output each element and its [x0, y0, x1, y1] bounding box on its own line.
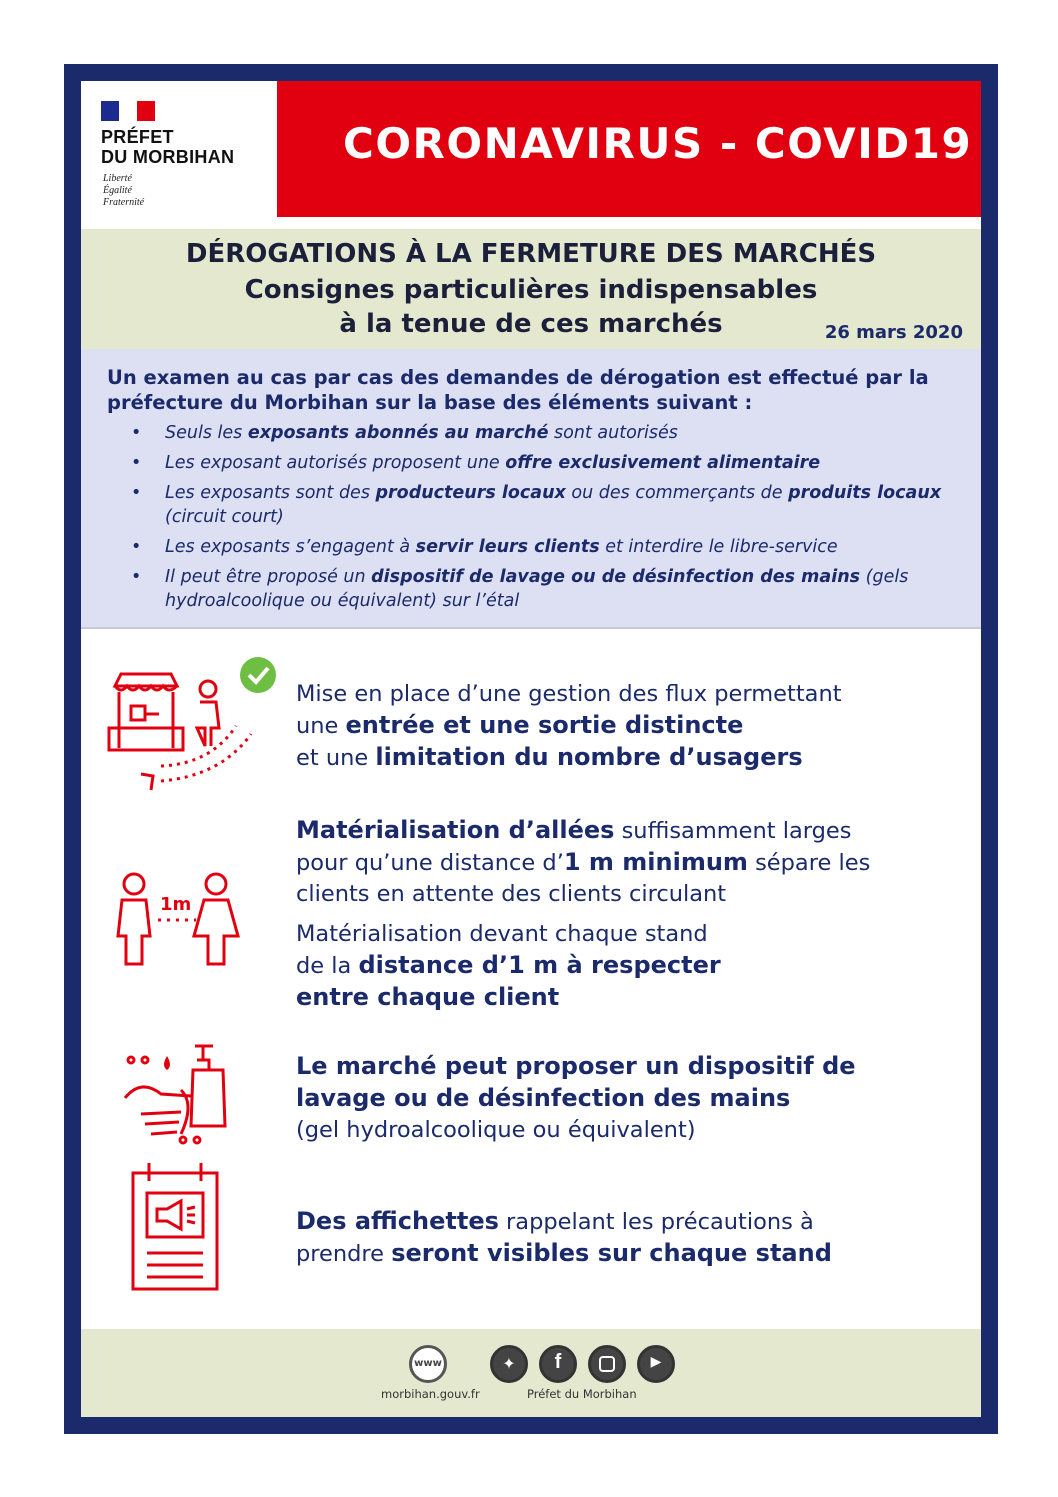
body-text: de la — [296, 953, 359, 979]
poster — [81, 81, 981, 1417]
derogation-criteria — [81, 349, 981, 627]
body-text: pour qu’une distance d’ — [296, 850, 564, 876]
publication-date: 26 mars 2020 — [824, 322, 963, 343]
website-icon[interactable]: www — [409, 1345, 447, 1383]
distance-label: 1m — [160, 894, 192, 915]
body-text: (gel hydroalcoolique ou équivalent) — [296, 1117, 696, 1143]
emphasis-text: produits locaux — [788, 483, 942, 503]
title-banner — [277, 81, 981, 217]
emphasis-text: seront visibles sur chaque stand — [391, 1239, 832, 1267]
subheading-block — [81, 229, 981, 349]
body-text: Matérialisation devant chaque stand — [296, 921, 708, 947]
body-text: suffisamment larges — [614, 818, 852, 844]
body-text: clients en attente des clients circulant — [296, 881, 727, 907]
body-text: sont autorisés — [548, 423, 678, 443]
body-text: (gels hydroalcoolique ou équivalent) sur l’étal — [165, 567, 909, 611]
emphasis-text: offre exclusivement alimentaire — [505, 453, 821, 473]
emphasis-text: Matérialisation d’allées — [296, 816, 615, 844]
measure-handwash — [296, 1051, 966, 1146]
criteria-list — [131, 421, 961, 619]
emphasis-text: distance d’1 m à respecter — [358, 951, 721, 979]
body-text: ou des commerçants de — [565, 483, 789, 503]
emphasis-text: servir leurs clients — [415, 537, 600, 557]
youtube-icon[interactable]: ▶ — [637, 1345, 675, 1383]
body-text: Les exposants sont des — [165, 483, 376, 503]
website-link[interactable]: morbihan.gouv.fr — [381, 1387, 480, 1401]
emphasis-text: Le marché peut proposer un dispositif de — [296, 1052, 856, 1080]
emphasis-text: limitation du nombre d’usagers — [375, 743, 803, 771]
market-flow-icon — [101, 656, 281, 796]
footer — [81, 1329, 981, 1417]
body-text: (circuit court) — [165, 507, 284, 527]
emphasis-text: exposants abonnés au marché — [247, 423, 549, 443]
body-text: Les exposant autorisés proposent une — [165, 453, 506, 473]
emphasis-text: producteurs locaux — [375, 483, 566, 503]
french-flag-icon — [101, 101, 155, 121]
measure-aisles — [296, 815, 966, 910]
republic-motto: Liberté Égalité Fraternité — [103, 173, 145, 208]
emphasis-text: 1 m minimum — [563, 848, 748, 876]
body-text: Seuls les — [165, 423, 248, 443]
divider — [81, 627, 981, 629]
emphasis-text: dispositif de lavage ou de désinfection des mains — [371, 567, 861, 587]
twitter-icon[interactable]: ✦ — [490, 1345, 528, 1383]
body-text: sépare les — [747, 850, 871, 876]
distance-icon — [116, 868, 246, 973]
measure-posters — [296, 1206, 966, 1270]
handwash-icon — [121, 1038, 241, 1148]
body-text: prendre — [296, 1241, 392, 1267]
instagram-icon[interactable] — [588, 1345, 626, 1383]
body-text: Les exposants s’engagent à — [165, 537, 416, 557]
banner-title: CORONAVIRUS - COVID19 — [343, 119, 973, 168]
body-text: Il peut être proposé un — [165, 567, 372, 587]
emphasis-text: entrée et une sortie distincte — [345, 711, 744, 739]
criteria-item — [131, 565, 961, 613]
prefecture-name: PRÉFET DU MORBIHAN — [101, 127, 235, 167]
social-account-label: Préfet du Morbihan — [527, 1387, 637, 1401]
criteria-item — [131, 451, 961, 475]
body-text: et interdire le libre-service — [599, 537, 838, 557]
criteria-item — [131, 535, 961, 559]
emphasis-text: entre chaque client — [296, 983, 560, 1011]
criteria-item — [131, 481, 961, 529]
page-title: DÉROGATIONS À LA FERMETURE DES MARCHÉS — [185, 239, 877, 269]
body-text: une — [296, 713, 346, 739]
poster-icon — [129, 1159, 225, 1293]
page-subtitle: Consignes particulières indispensables à la tenue de ces marchés — [244, 275, 818, 339]
prefecture-logo — [81, 81, 277, 217]
emphasis-text: Des affichettes — [296, 1207, 499, 1235]
emphasis-text: lavage ou de désinfection des mains — [296, 1084, 791, 1112]
criteria-intro: Un examen au cas par cas des demandes de dérogation est effectué par la préfecture du Morbihan sur la base des éléments suivant : — [107, 366, 929, 414]
body-text: rappelant les précautions à — [498, 1209, 814, 1235]
body-text: et une — [296, 745, 376, 771]
measure-stand-distance — [296, 919, 966, 1014]
criteria-item — [131, 421, 961, 445]
facebook-icon[interactable]: f — [539, 1345, 577, 1383]
measure-flow-management — [296, 679, 966, 774]
body-text: Mise en place d’une gestion des flux permettant — [296, 681, 842, 707]
